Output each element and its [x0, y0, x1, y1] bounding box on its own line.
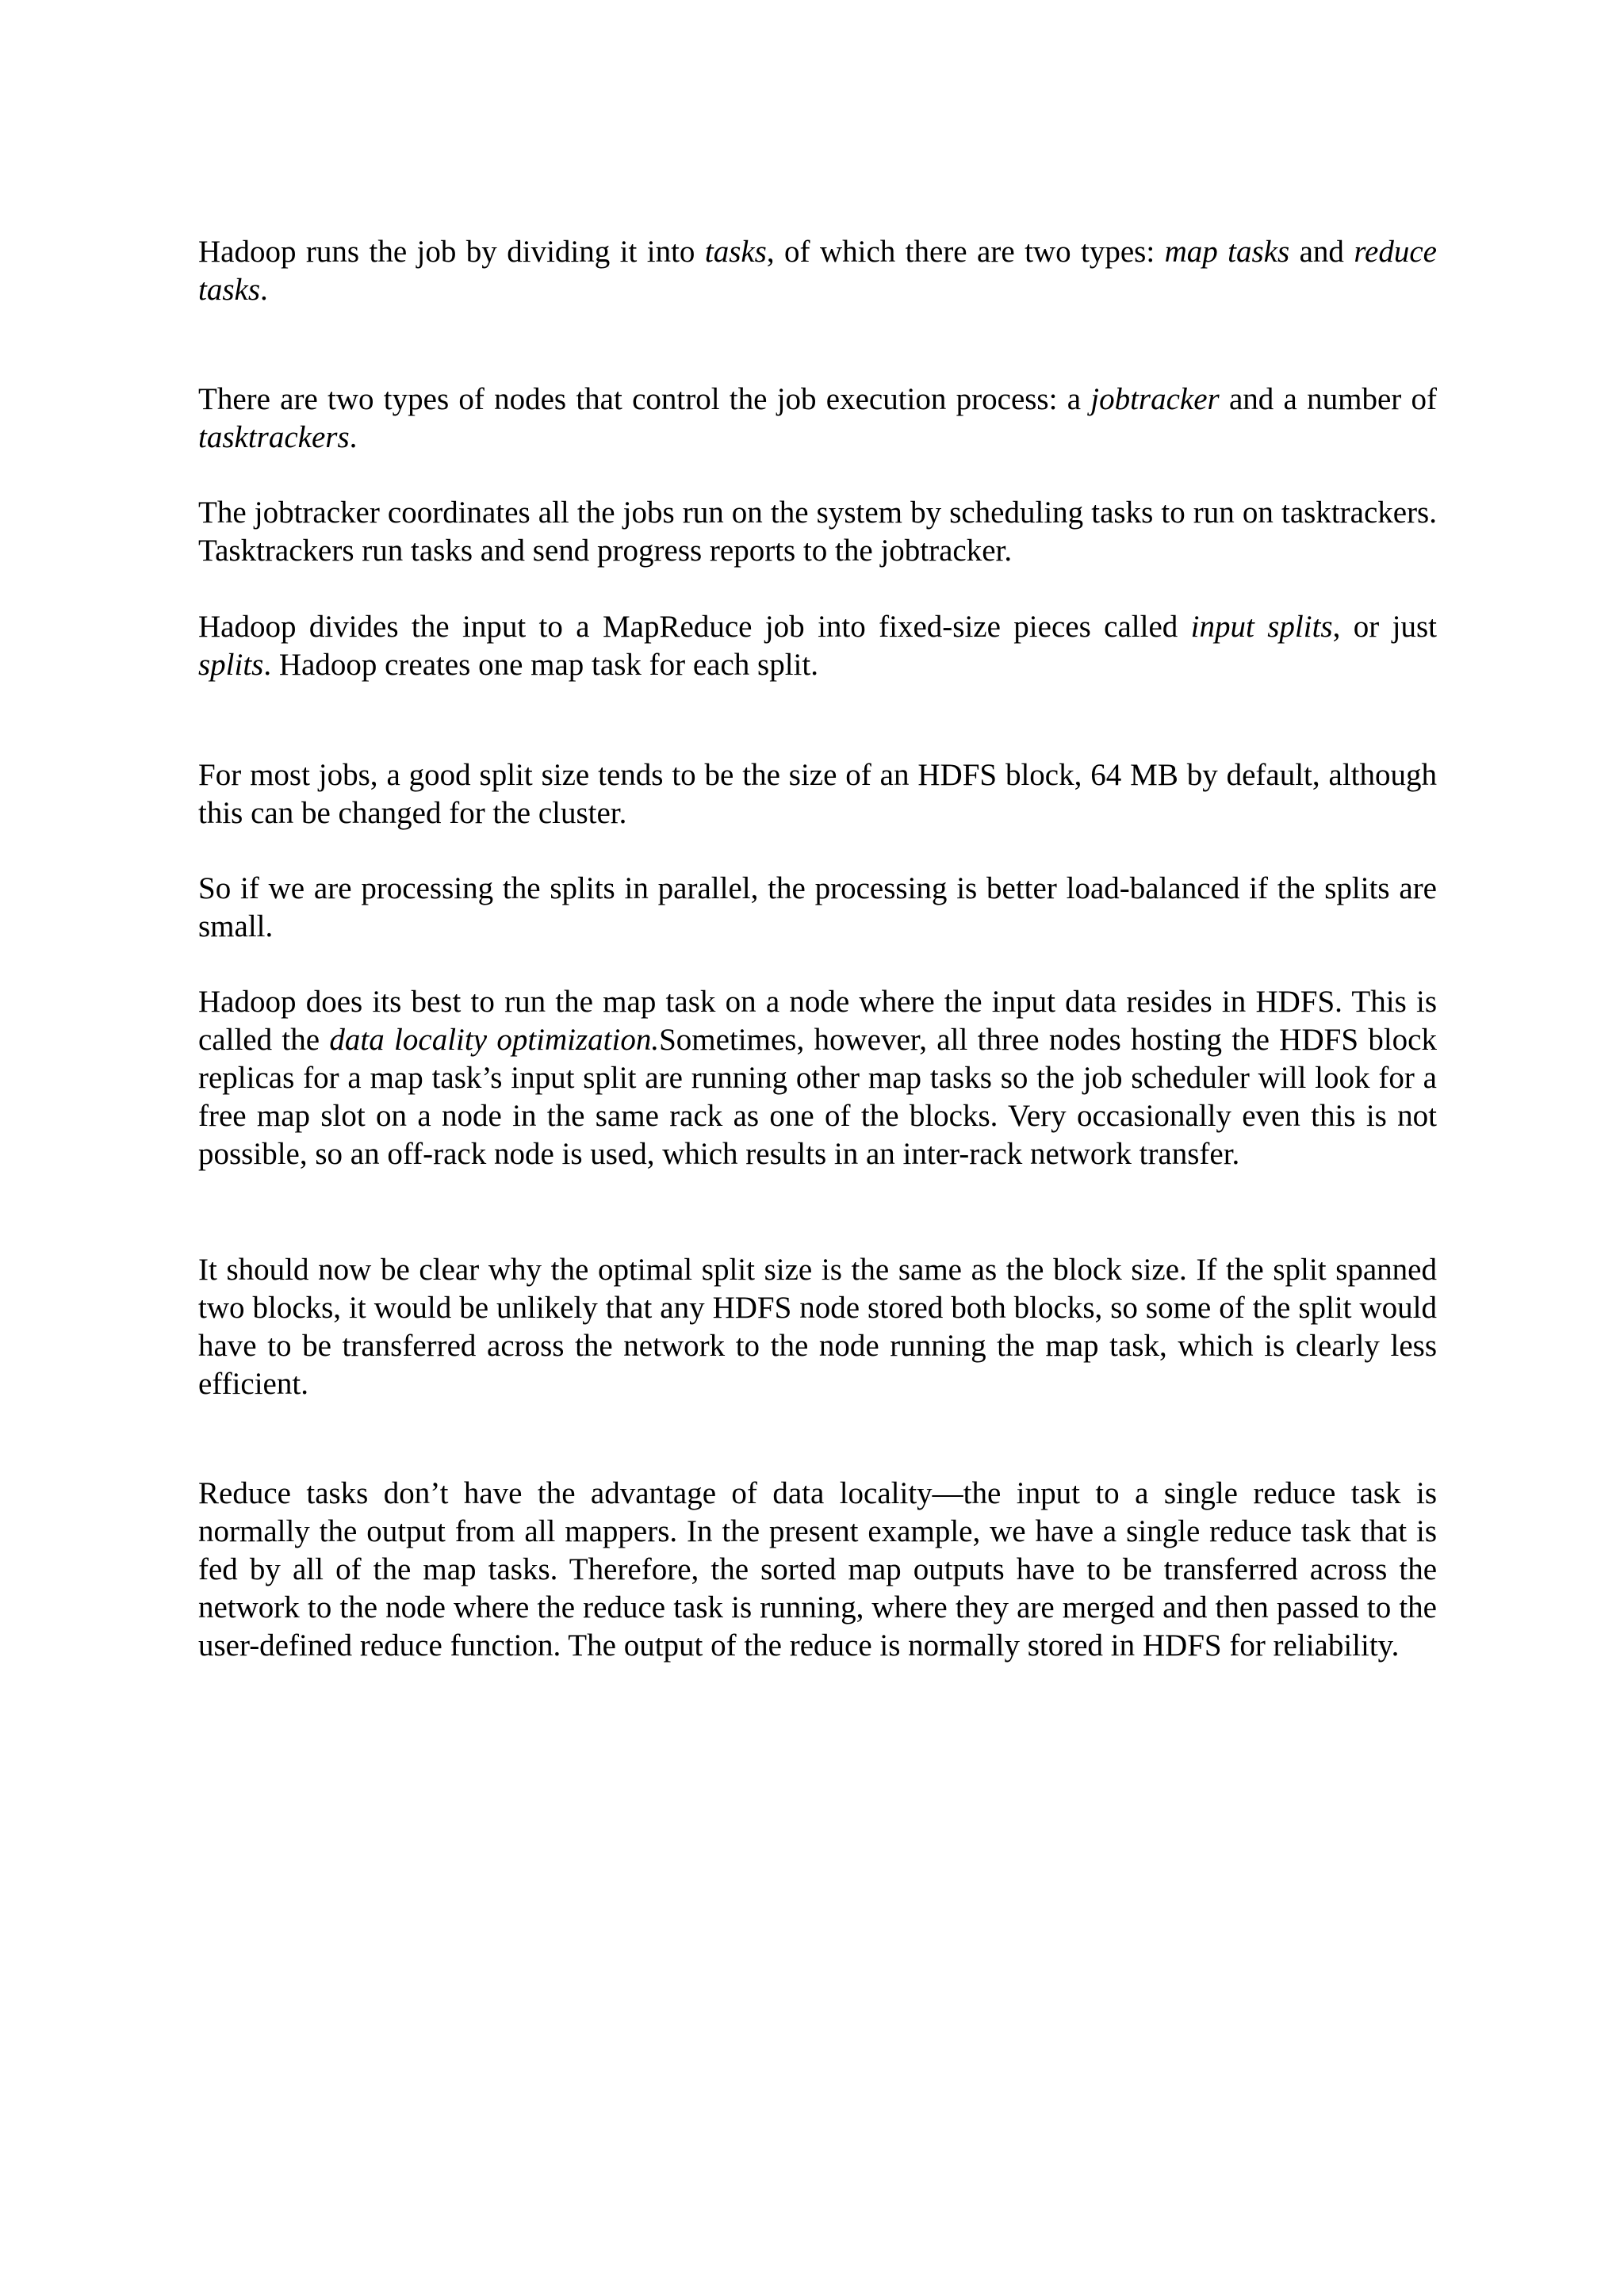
paragraph-data-locality [198, 983, 1437, 1173]
text-segment-italic: splits [198, 648, 264, 682]
text-segment: Hadoop divides the input to a MapReduce job into fixed-size pieces called [198, 610, 1191, 644]
text-segment-italic: reduce tasks [198, 235, 1437, 307]
paragraph-input-splits [198, 608, 1437, 684]
text-segment: and [1289, 235, 1354, 269]
text-segment: So if we are processing the splits in parallel, the processing is better load-balanced if the splits are small. [198, 871, 1437, 943]
text-segment: Hadoop does its best to run the map task on a node where the input data resides in HDFS. This is called the [198, 985, 1437, 1057]
text-segment-italic: input splits [1190, 610, 1333, 644]
text-segment: . [349, 420, 358, 454]
paragraph-node-types [198, 381, 1437, 457]
paragraph-reduce-tasks [198, 1475, 1437, 1665]
text-segment-italic: data locality optimization. [329, 1023, 660, 1057]
text-segment: There are two types of nodes that control the job execution process: a [198, 382, 1091, 416]
text-segment: The jobtracker coordinates all the jobs run on the system by scheduling tasks to run on tasktrackers. Tasktrackers run tasks and send progress reports to the jobtracker. [198, 496, 1437, 568]
text-segment: and a number of [1219, 382, 1437, 416]
text-segment: . Hadoop creates one map task for each split. [263, 648, 818, 682]
paragraph-jobtracker [198, 494, 1437, 570]
paragraph-parallel [198, 870, 1437, 946]
text-segment: Hadoop runs the job by dividing it into [198, 235, 705, 269]
text-segment: . [260, 273, 268, 307]
text-segment: , of which there are two types: [766, 235, 1165, 269]
text-segment: It should now be clear why the optimal split size is the same as the block size. If the split spanned two blocks, it would be unlikely that any HDFS node stored both blocks, so some of the split would have to be transferred across the network to the node running the map task, which is clearly less efficient. [198, 1253, 1437, 1401]
text-segment-italic: jobtracker [1090, 382, 1220, 416]
text-segment: Sometimes, however, all three nodes hosting the HDFS block replicas for a map task’s input split are running other map tasks so the job scheduler will look for a free map slot on a node in the same rack as one of the blocks. Very occasionally even this is not possible, so an off-rack node is used, which results in an inter-rack network transfer. [198, 1023, 1437, 1171]
text-segment: For most jobs, a good split size tends to be the size of an HDFS block, 64 MB by default, although this can be changed for the cluster. [198, 758, 1437, 830]
text-segment: , or just [1332, 610, 1437, 644]
text-segment-italic: tasktrackers [198, 420, 350, 454]
text-segment-italic: map tasks [1164, 235, 1290, 269]
text-segment-italic: tasks [704, 235, 767, 269]
text-segment: Reduce tasks don’t have the advantage of data locality—the input to a single reduce task is normally the output from all mappers. In the present example, we have a single reduce task that is fed by all of the map tasks. Therefore, the sorted map outputs have to be transferred across the network to the node where the reduce task is running, where they are merged and then passed to the user-defined reduce function. The output of the reduce is normally stored in HDFS for reliability. [198, 1476, 1437, 1663]
paragraph-split-size [198, 756, 1437, 832]
paragraph-map-reduce-tasks [198, 233, 1437, 309]
paragraph-optimal-split [198, 1251, 1437, 1403]
